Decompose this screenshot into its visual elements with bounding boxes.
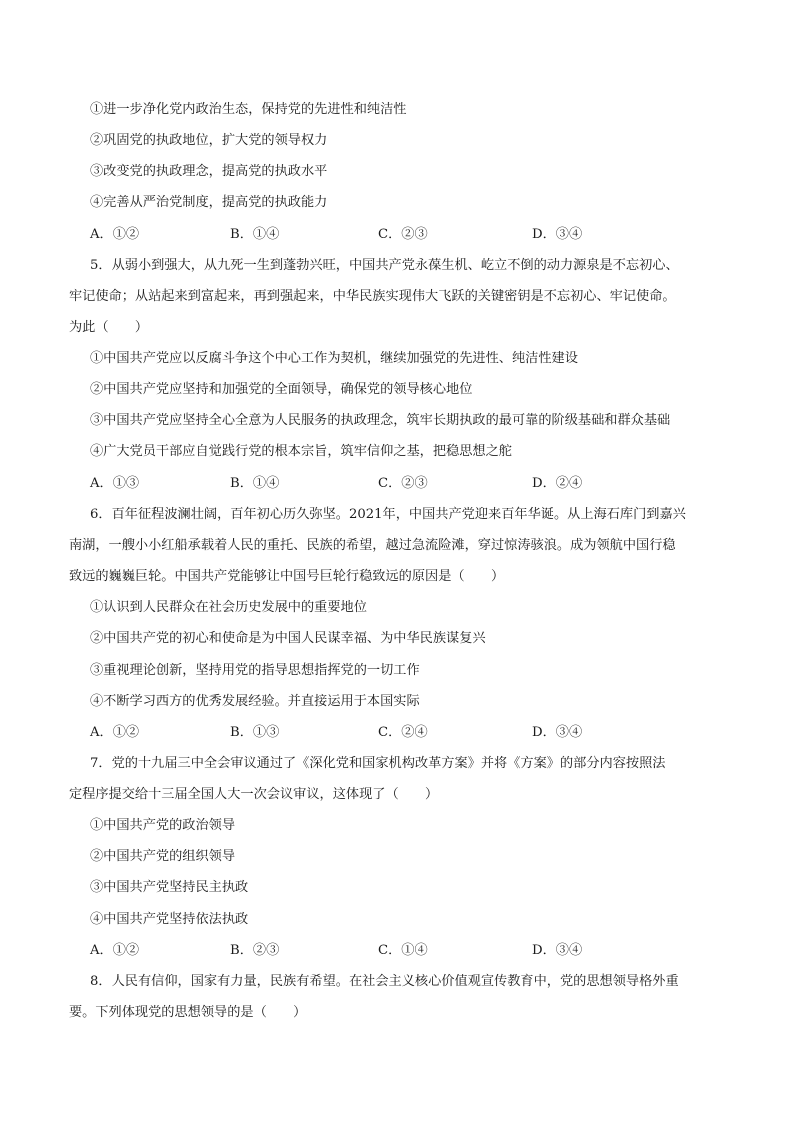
- q5-stem-line-3: 为此（ ）: [69, 320, 149, 335]
- q5-option-1: ①中国共产党应以反腐斗争这个中心工作为契机，继续加强党的先进性、纯洁性建设: [90, 351, 578, 366]
- q7-option-3: ③中国共产党坚持民主执政: [90, 880, 249, 895]
- q7-choice-b: B．②③: [230, 943, 280, 958]
- q6-option-4: ④不断学习西方的优秀发展经验。并直接运用于本国实际: [90, 694, 420, 709]
- q8-stem-line-2: 要。下列体现党的思想领导的是（ ）: [69, 1005, 307, 1020]
- q5-option-4: ④广大党员干部应自觉践行党的根本宗旨，筑牢信仰之基，把稳思想之舵: [90, 444, 512, 459]
- q7-choice-d: D．③④: [532, 943, 583, 958]
- q4-option-3: ③改变党的执政理念，提高党的执政水平: [90, 164, 328, 179]
- q6-choice-d: D．③④: [532, 725, 583, 740]
- q5-choices: [90, 474, 710, 494]
- q6-stem-line-1: 6．百年征程波澜壮阔，百年初心历久弥坚。2021年，中国共产党迎来百年华诞。从上海石库门到嘉兴: [90, 507, 686, 522]
- q4-option-1: ①进一步净化党内政治生态，保持党的先进性和纯洁性: [90, 102, 407, 117]
- q5-stem-line-2: 牢记使命；从站起来到富起来，再到强起来，中华民族实现伟大飞跃的关键密钥是不忘初心、牢记使命。: [69, 289, 676, 304]
- q5-stem-line-1: 5．从弱小到强大，从九死一生到蓬勃兴旺，中国共产党永葆生机、屹立不倒的动力源泉是不忘初心、: [90, 258, 679, 273]
- q7-option-2: ②中国共产党的组织领导: [90, 849, 236, 864]
- q5-choice-c: C．②③: [378, 476, 428, 491]
- q4-choice-a: A．①②: [90, 227, 140, 242]
- q5-option-2: ②中国共产党应坚持和加强党的全面领导，确保党的领导核心地位: [90, 382, 473, 397]
- q6-choices: [90, 723, 710, 743]
- q6-stem-line-3: 致远的巍巍巨轮。中国共产党能够让中国号巨轮行稳致远的原因是（ ）: [69, 569, 505, 584]
- q4-option-4: ④完善从严治党制度，提高党的执政能力: [90, 195, 328, 210]
- q5-choice-a: A．①③: [90, 476, 140, 491]
- q5-choice-b: B．①④: [230, 476, 280, 491]
- q6-option-1: ①认识到人民群众在社会历史发展中的重要地位: [90, 600, 367, 615]
- q7-stem-line-2: 定程序提交给十三届全国人大一次会议审议，这体现了（ ）: [69, 787, 439, 802]
- q7-stem-line-1: 7．党的十九届三中全会审议通过了《深化党和国家机构改革方案》并将《方案》的部分内容按照法: [90, 756, 666, 771]
- q6-option-3: ③重视理论创新，坚持用党的指导思想指挥党的一切工作: [90, 663, 420, 678]
- q6-choice-a: A．①②: [90, 725, 140, 740]
- q7-option-4: ④中国共产党坚持依法执政: [90, 912, 249, 927]
- q6-option-2: ②中国共产党的初心和使命是为中国人民谋幸福、为中华民族谋复兴: [90, 631, 486, 646]
- q5-option-3: ③中国共产党应坚持全心全意为人民服务的执政理念，筑牢长期执政的最可靠的阶级基础和群众基础: [90, 413, 671, 428]
- q7-option-1: ①中国共产党的政治领导: [90, 818, 236, 833]
- q7-choice-c: C．①④: [378, 943, 428, 958]
- q4-choice-d: D．③④: [532, 227, 583, 242]
- q4-choice-b: B．①④: [230, 227, 280, 242]
- q6-stem-line-2: 南湖，一艘小小红船承载着人民的重托、民族的希望，越过急流险滩，穿过惊涛骇浪。成为领航中国行稳: [69, 538, 676, 553]
- q4-choice-c: C．②③: [378, 227, 428, 242]
- q5-choice-d: D．②④: [532, 476, 583, 491]
- q7-choice-a: A．①②: [90, 943, 140, 958]
- q7-choices: [90, 941, 710, 961]
- q8-stem-line-1: 8．人民有信仰，国家有力量，民族有希望。在社会主义核心价值观宣传教育中，党的思想领导格外重: [90, 974, 679, 989]
- q6-choice-c: C．②④: [378, 725, 428, 740]
- q4-choices: [90, 225, 710, 245]
- q4-option-2: ②巩固党的执政地位，扩大党的领导权力: [90, 133, 328, 148]
- q6-choice-b: B．①③: [230, 725, 280, 740]
